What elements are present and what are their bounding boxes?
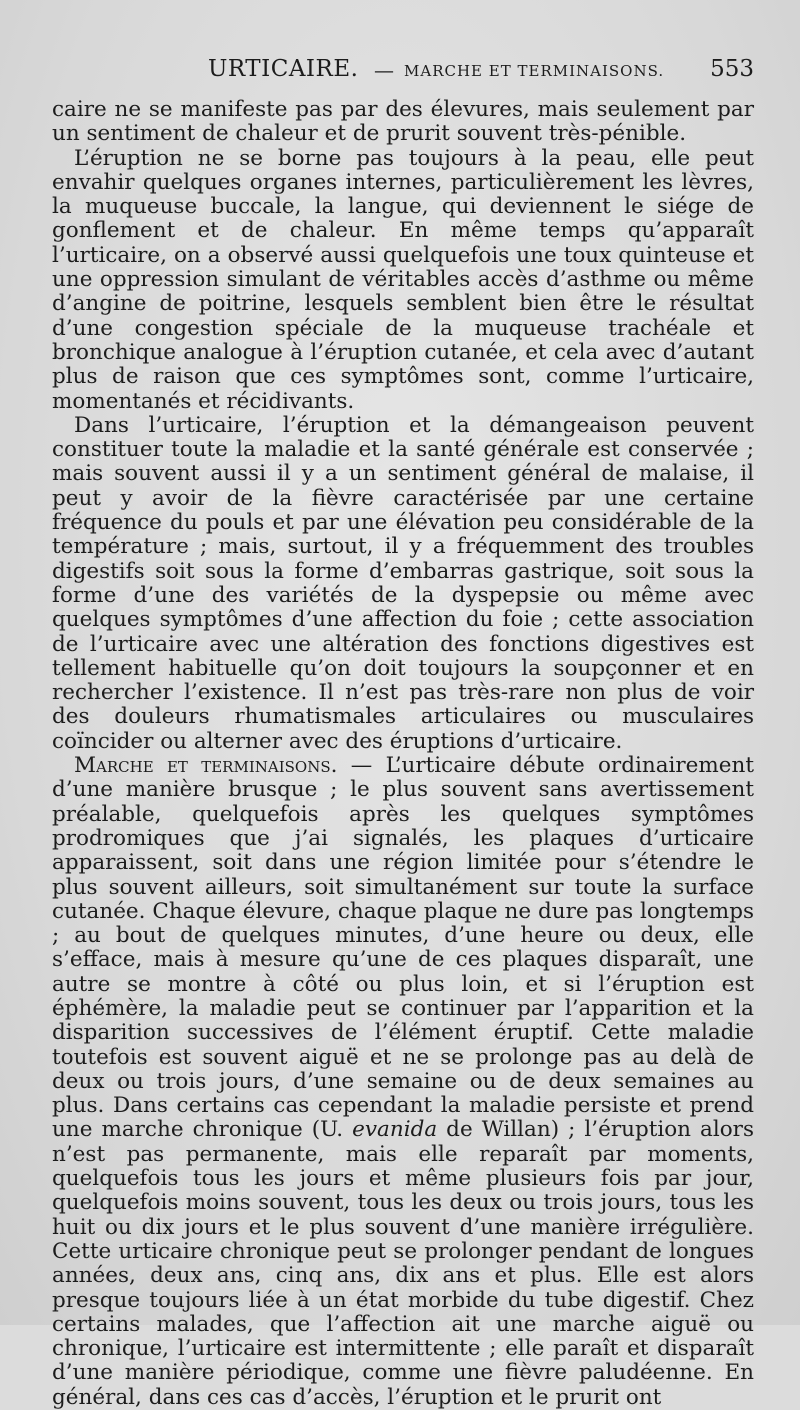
paragraph-general-health: Dans l’urticaire, l’éruption et la démangeaison peuvent constituer toute la maladie et la santé générale est conservée ; mais souvent aussi il y a un sentiment général de malaise, il peut y avoir de la fièvre caractérisée par une certaine fréquence du pouls et par une élévation peu considérable de la température ; mais, surtout, il y a fréquemment des troubles digestifs soit sous la forme d’embarras gastrique, soit sous la forme d’une des variétés de la dyspepsie ou même avec quelques symptômes d’une affection du foie ; cette association de l’urticaire avec une altération des fonctions digestives est tellement habituelle qu’on doit toujours la soupçonner et en rechercher l’existence. Il n’est pas très-rare non plus de voir des douleurs rhumatismales articulaires ou musculaires coïncider ou alterner avec des éruptions d’urticaire. [52, 412, 754, 754]
running-title: URTICAIRE. [208, 56, 359, 82]
header-dash: — [374, 58, 394, 82]
section-lead-heading: Marche et terminaisons. [74, 753, 338, 779]
paragraph-eruption-organs: L’éruption ne se borne pas toujours à la peau, elle peut envahir quelques organes internes, particulièrement les lèvres, la muqueuse buccale, la langue, qui deviennent le siége de gonflement et de chaleur. En même temps qu’apparaît l’urticaire, on a observé aussi quelquefois une toux quinteuse et une oppression simulant de véritables accès d’asthme ou même d’angine de poitrine, lesquels semblent bien être le résultat d’une congestion spéciale de la muqueuse trachéale et bronchique analogue à l’éruption cutanée, et cela avec d’autant plus de raison que ces symptômes sont, comme l’urticaire, momentanés et récidivants. [52, 145, 754, 414]
paragraph-text-part-a: — L’urticaire débute ordinairement d’une manière brusque ; le plus souvent sans avertissement préalable, quelquefois après les quelques symptômes prodromiques que j’ai signalés, les plaques d’urticaire apparaissent, soit dans une région limitée pour s’étendre le plus souvent ailleurs, soit simultanément sur toute la surface cutanée. Chaque élevure, chaque plaque ne dure pas longtemps ; au bout de quelques minutes, d’une heure ou deux, elle s’efface, mais à mesure qu’une de ces plaques disparaît, une autre se montre à côté ou plus loin, et si l’éruption est éphémère, la maladie peut se continuer par l’apparition et la disparition successives de l’élément éruptif. Cette maladie toutefois est souvent aiguë et ne se prolonge pas au delà de deux ou trois jours, d’une semaine ou de deux semaines au plus. Dans certains cas cependant la maladie persiste et prend une marche chronique (U. [52, 753, 754, 1143]
paragraph-marche-terminaisons [52, 754, 754, 1410]
running-header [52, 56, 754, 88]
body-text [52, 98, 754, 1410]
section-title: MARCHE ET TERMINAISONS. [404, 62, 665, 80]
paragraph-text-part-b: de Willan) ; l’éruption alors n’est pas permanente, mais elle reparaît par moments, quelquefois tous les jours et même plusieurs fois par jour, quelquefois moins souvent, tous les deux ou trois jours, tous les huit ou dix jours et le plus souvent d’une manière irrégulière. Cette urticaire chronique peut se prolonger pendant de longues années, deux ans, cinq ans, dix ans et plus. Elle est alors presque toujours liée à un état morbide du tube digestif. Chez certains malades, que l’affection ait une marche aiguë ou chronique, l’urticaire est intermittente ; elle paraît et disparaît d’une manière périodique, comme une fièvre paludéenne. En général, dans ces cas d’accès, l’éruption et le prurit ont [52, 1117, 754, 1410]
page-number: 553 [710, 56, 754, 82]
paragraph-continuation: caire ne se manifeste pas par des élevures, mais seulement par un sentiment de chaleur et de prurit souvent très-pénible. [52, 97, 754, 147]
italic-term: evanida [352, 1117, 438, 1143]
